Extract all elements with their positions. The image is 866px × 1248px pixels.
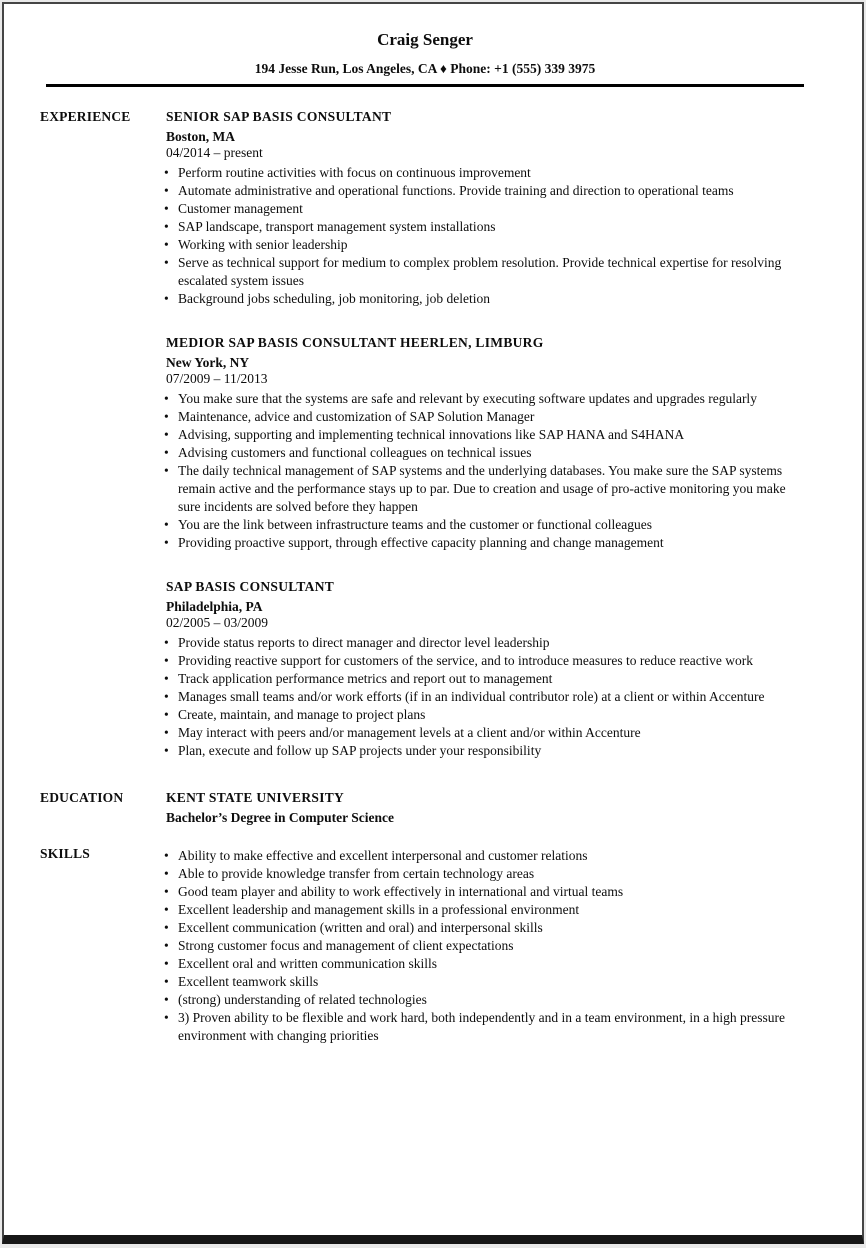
bullet-item: • Provide status reports to direct manager and director level leadership (166, 634, 804, 652)
skills-section (40, 844, 804, 1045)
job-bullet-list (166, 164, 804, 308)
bullet-item: • Manages small teams and/or work efforts (if in an individual contributor role) at a client or within Accenture (166, 688, 804, 706)
job-title: MEDIOR SAP BASIS CONSULTANT HEERLEN, LIMBURG (166, 335, 544, 350)
job-dates: 04/2014 – present (166, 145, 263, 160)
resume-header (4, 4, 862, 87)
bullet-item: • Excellent teamwork skills (166, 973, 804, 991)
bullet-item: • Advising, supporting and implementing technical innovations like SAP HANA and S4HANA (166, 426, 804, 444)
experience-content (166, 107, 804, 760)
job-dates: 02/2005 – 03/2009 (166, 615, 269, 630)
education-school: KENT STATE UNIVERSITY (166, 790, 345, 805)
bullet-item: • You make sure that the systems are safe and relevant by executing software updates and upgrades regularly (166, 390, 804, 408)
job-location: Philadelphia, PA (166, 599, 263, 614)
resume-body (4, 87, 862, 1045)
job-entry (166, 333, 804, 552)
education-degree: Bachelor’s Degree in Computer Science (166, 810, 394, 825)
section-label-experience: EXPERIENCE (40, 109, 131, 124)
bullet-item: • You are the link between infrastructure teams and the customer or functional colleagues (166, 516, 804, 534)
job-entry (166, 577, 804, 760)
experience-section (40, 107, 804, 760)
job-location: Boston, MA (166, 129, 236, 144)
bullet-item: • Plan, execute and follow up SAP projects under your responsibility (166, 742, 804, 760)
bullet-item: • SAP landscape, transport management system installations (166, 218, 804, 236)
job-location: New York, NY (166, 355, 250, 370)
bullet-item: • Create, maintain, and manage to project plans (166, 706, 804, 724)
job-title: SENIOR SAP BASIS CONSULTANT (166, 109, 392, 124)
bullet-item: • Automate administrative and operational functions. Provide training and direction to operational teams (166, 182, 804, 200)
job-bullet-list (166, 634, 804, 760)
bullet-item: • Able to provide knowledge transfer from certain technology areas (166, 865, 804, 883)
education-section (40, 788, 804, 828)
bullet-item: • Excellent leadership and management skills in a professional environment (166, 901, 804, 919)
section-label-education: EDUCATION (40, 790, 124, 805)
bullet-item: • Track application performance metrics and report out to management (166, 670, 804, 688)
bullet-item: • Ability to make effective and excellent interpersonal and customer relations (166, 847, 804, 865)
skills-list (166, 847, 804, 1045)
name: Craig Senger (377, 30, 473, 49)
skills-content (166, 844, 804, 1045)
bullet-item: • May interact with peers and/or management levels at a client and/or within Accenture (166, 724, 804, 742)
job-bullet-list (166, 390, 804, 552)
job-entry (166, 107, 804, 308)
education-content (166, 788, 804, 828)
bullet-item: • Perform routine activities with focus on continuous improvement (166, 164, 804, 182)
bullet-item: • Advising customers and functional colleagues on technical issues (166, 444, 804, 462)
job-dates: 07/2009 – 11/2013 (166, 371, 268, 386)
bullet-item: • 3) Proven ability to be flexible and work hard, both independently and in a team environment, in a high pressure environment with changing priorities (166, 1009, 804, 1045)
bullet-item: • Excellent communication (written and oral) and interpersonal skills (166, 919, 804, 937)
bullet-item: • Good team player and ability to work effectively in international and virtual teams (166, 883, 804, 901)
bullet-item: • Customer management (166, 200, 804, 218)
bullet-item: • Maintenance, advice and customization of SAP Solution Manager (166, 408, 804, 426)
bullet-item: • Working with senior leadership (166, 236, 804, 254)
bullet-item: • Strong customer focus and management of client expectations (166, 937, 804, 955)
bullet-item: • Background jobs scheduling, job monitoring, job deletion (166, 290, 804, 308)
job-title: SAP BASIS CONSULTANT (166, 579, 335, 594)
resume-page (2, 2, 864, 1244)
section-label-skills: SKILLS (40, 846, 90, 861)
bullet-item: • (strong) understanding of related technologies (166, 991, 804, 1009)
contact-line: 194 Jesse Run, Los Angeles, CA ♦ Phone: +1 (555) 339 3975 (254, 61, 596, 76)
bullet-item: • Providing proactive support, through effective capacity planning and change management (166, 534, 804, 552)
bullet-item: • Serve as technical support for medium to complex problem resolution. Provide technical expertise for resolving escalated system issues (166, 254, 804, 290)
bullet-item: • Providing reactive support for customers of the service, and to introduce measures to reduce reactive work (166, 652, 804, 670)
bullet-item: • The daily technical management of SAP systems and the underlying databases. You make sure the SAP systems remain active and the performance stays up to par. Due to creation and usage of pro-active monitoring you make sure incidents are solved before they happen (166, 462, 804, 516)
bullet-item: • Excellent oral and written communication skills (166, 955, 804, 973)
